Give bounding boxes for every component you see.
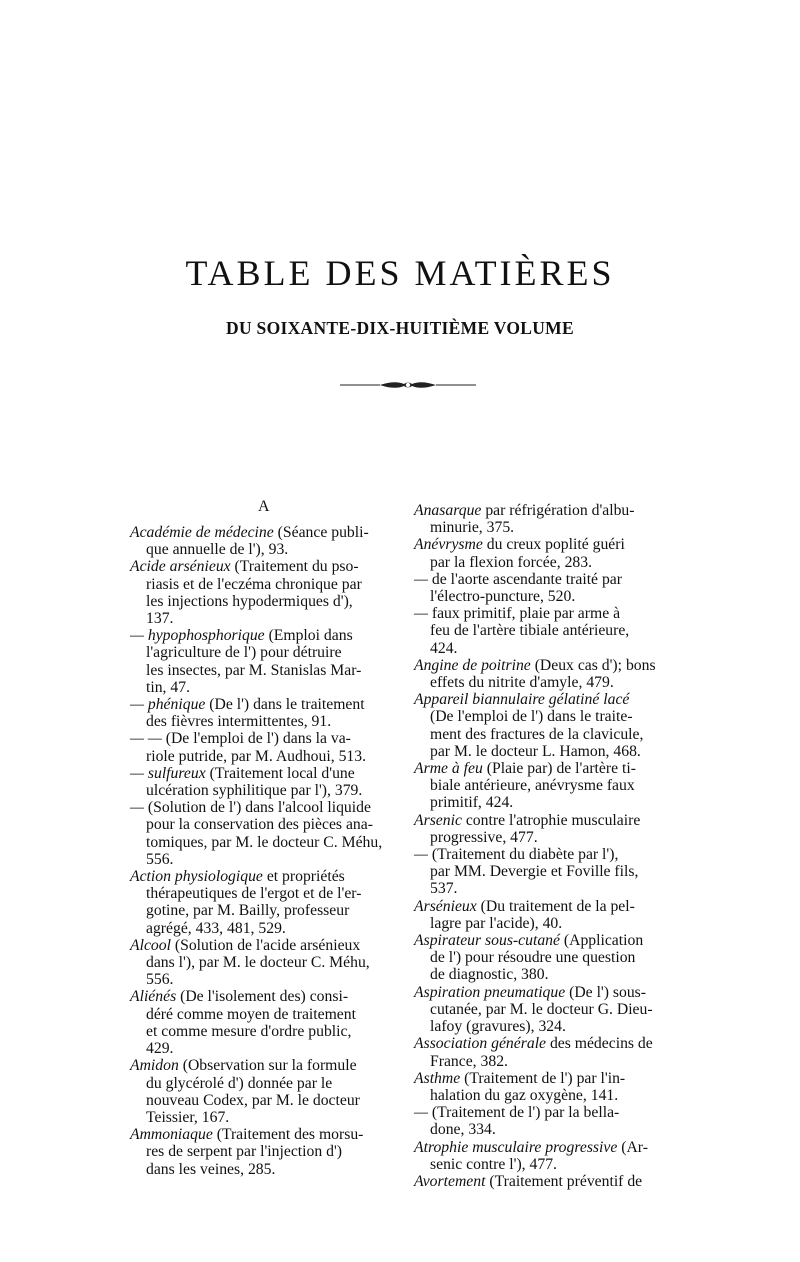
index-entry-line: et comme mesure d'ordre public, [146, 1022, 352, 1040]
index-entry-heading: Anévrysme [414, 536, 483, 554]
index-entry-line: done, 334. [430, 1121, 496, 1139]
index-entry [130, 1057, 394, 1126]
index-entry [130, 937, 394, 989]
index-entry-text: par réfrigération d'albu- [481, 502, 635, 519]
index-entry-text: (Traitement de l') par l'in- [460, 1069, 626, 1087]
index-entry [414, 571, 678, 605]
index-entry-heading: — [414, 570, 428, 588]
index-entry-line [130, 558, 394, 575]
index-entry-line: par M. le docteur L. Hamon, 468. [430, 742, 641, 760]
index-entry-line: primitif, 424. [430, 794, 514, 812]
index-entry-heading: — [414, 1104, 428, 1122]
index-entry [130, 627, 394, 696]
index-entry-text: (Plaie par) de l'artère ti- [482, 760, 636, 778]
index-entry-text: contre l'atrophie musculaire [461, 811, 641, 829]
index-entry-line: senic contre l'), 477. [430, 1155, 557, 1173]
index-entry-line: tomiques, par M. le docteur C. Méhu, [146, 833, 383, 851]
index-entry-text: (Séance publi- [273, 524, 369, 541]
index-entry-line [414, 1035, 678, 1052]
index-entry-line: halation du gaz oxygène, 141. [430, 1086, 619, 1104]
index-entry-line: 556. [146, 971, 174, 989]
index-entry-line: progressive, 477. [430, 828, 538, 846]
index-entry-text: (De l'emploi de l') dans la va- [161, 730, 351, 748]
index-entry-line: biale antérieure, anévrysme faux [430, 777, 635, 795]
index-entry-line [130, 937, 394, 954]
index-entry-heading: Association générale [414, 1035, 547, 1053]
index-entry-line [130, 799, 394, 816]
index-entry-text: (De l') dans le traitement [205, 696, 365, 714]
index-entry-text: (Traitement local d'une [205, 764, 355, 782]
index-entry [130, 696, 394, 730]
index-entry-line: ment des fractures de la clavicule, [430, 725, 644, 743]
index-entry-line [414, 760, 678, 777]
index-entry [414, 932, 678, 984]
index-entry-line: de l') pour résoudre une question [430, 949, 636, 967]
index-entry-line [130, 627, 394, 644]
index-entry [414, 1173, 678, 1190]
index-entry-heading: Alcool [130, 936, 171, 954]
index-entry-line [414, 1070, 678, 1087]
index-entry-heading: Aspiration pneumatique [414, 983, 566, 1001]
index-entry [414, 536, 678, 570]
index-entry-line [130, 988, 394, 1005]
index-entry-heading: Angine de poitrine [414, 656, 531, 674]
index-entry-line: effets du nitrite d'amyle, 479. [430, 674, 614, 692]
index-entry-text: (Observation sur la formule [178, 1057, 357, 1075]
index-column-left [130, 524, 394, 1178]
index-entry-heading: Anasarque [414, 502, 482, 519]
index-entry-line: par MM. Devergie et Foville fils, [430, 863, 639, 881]
index-entry [414, 1070, 678, 1104]
index-entry [130, 799, 394, 868]
index-entry-line: lafoy (gravures), 324. [430, 1018, 566, 1036]
index-entry-text: (Traitement de l') par la bella- [427, 1104, 620, 1122]
index-entry-text: (Traitement préventif de [485, 1172, 643, 1190]
index-entry-line: Teissier, 167. [146, 1108, 230, 1126]
index-entry-line [414, 1104, 678, 1121]
index-entry-line [130, 1057, 394, 1074]
index-entry-heading: Arsénieux [414, 897, 477, 915]
index-entry-text: (Emploi dans [264, 627, 353, 645]
index-entry-line: du glycérolé d') donnée par le [146, 1074, 333, 1092]
index-entry-heading: Atrophie musculaire progressive [414, 1138, 618, 1156]
index-entry-heading: — [414, 605, 428, 623]
index-entry-line: tin, 47. [146, 678, 191, 696]
index-entry [130, 524, 394, 558]
index-entry-heading: Aliénés [130, 988, 177, 1006]
index-entry-text: du creux poplité guéri [482, 536, 625, 554]
index-entry-line [414, 657, 678, 674]
index-entry-heading: Avortement [414, 1172, 486, 1190]
index-entry-line [130, 524, 394, 541]
index-entry-text: (Traitement du diabète par l'), [427, 846, 619, 864]
index-entry-heading: Arme à feu [414, 760, 483, 778]
index-entry-line: res de serpent par l'injection d') [146, 1143, 343, 1161]
index-entry-heading: — phénique [130, 696, 206, 714]
index-entry [130, 868, 394, 937]
index-entry-line: cutanée, par M. le docteur G. Dieu- [430, 1000, 653, 1018]
index-entry-line [414, 846, 678, 863]
index-entry-text: (Du traitement de la pel- [476, 897, 635, 915]
index-entry-heading: Ammoniaque [130, 1126, 213, 1144]
index-entry-line: gotine, par M. Bailly, professeur [146, 902, 350, 920]
index-entry-heading: — [414, 846, 428, 864]
index-entry [130, 988, 394, 1057]
index-entry-line: thérapeutiques de l'ergot et de l'er- [146, 885, 362, 903]
index-entry-line: 424. [430, 639, 458, 657]
index-entry [414, 984, 678, 1036]
section-letter: A [258, 498, 270, 515]
index-entry-text: (Traitement des morsu- [212, 1126, 364, 1144]
index-entry-line: lagre par l'acide), 40. [430, 914, 563, 932]
index-entry [414, 1139, 678, 1173]
index-entry [414, 691, 678, 760]
index-entry-line: des fièvres intermittentes, 91. [146, 713, 332, 731]
index-entry-line: ulcération syphilitique par l'), 379. [146, 782, 363, 800]
index-entry-text: (Ar- [617, 1138, 648, 1156]
index-entry-line: que annuelle de l'), 93. [146, 541, 289, 559]
index-entry [414, 898, 678, 932]
index-entry-line: les insectes, par M. Stanislas Mar- [146, 661, 362, 679]
index-entry-line [414, 898, 678, 915]
index-entry-text: des médecins de [546, 1035, 653, 1053]
index-column-right [414, 502, 678, 1190]
index-entry-line [414, 1173, 678, 1190]
index-entry [414, 657, 678, 691]
index-entry-heading: Asthme [414, 1069, 461, 1087]
index-entry-line [414, 1139, 678, 1156]
index-entry-line [130, 1126, 394, 1143]
index-entry-text: (Deux cas d'); bons [530, 656, 656, 674]
index-entry-line: dans l'), par M. le docteur C. Méhu, [146, 954, 370, 972]
index-entry-heading: Appareil biannulaire gélatiné lacé [414, 691, 630, 709]
index-entry-text: (Traitement du pso- [230, 558, 359, 576]
index-entry-line: riole putride, par M. Audhoui, 513. [146, 747, 367, 765]
index-entry [414, 846, 678, 898]
index-entry-line: l'agriculture de l') pour détruire [146, 644, 342, 662]
index-entry-line: par la flexion forcée, 283. [430, 553, 593, 571]
index-entry-line [414, 812, 678, 829]
index-entry-line [130, 765, 394, 782]
index-entry-line: les injections hypodermiques d'), [146, 592, 353, 610]
index-entry [130, 1126, 394, 1178]
index-entry-heading: Arsenic [414, 811, 462, 829]
index-entry-line [414, 502, 678, 519]
index-entry-line: 556. [146, 850, 174, 868]
index-entry-heading: — sulfureux [130, 764, 206, 782]
index-entry-heading: Acide arsénieux [130, 558, 231, 576]
ornament-divider-icon [340, 378, 476, 392]
index-entry [414, 760, 678, 812]
index-entry-line [414, 691, 678, 708]
index-entry-heading: Amidon [130, 1057, 179, 1075]
index-entry [414, 502, 678, 536]
index-entry-line [414, 984, 678, 1001]
index-entry-line: 537. [430, 880, 458, 898]
index-entry [414, 812, 678, 846]
index-entry-line: riasis et de l'eczéma chronique par [146, 575, 362, 593]
index-entry-line: de diagnostic, 380. [430, 966, 549, 984]
index-entry-line: minurie, 375. [430, 519, 515, 537]
index-entry-heading: Aspirateur sous-cutané [414, 932, 560, 950]
index-entry-line [414, 605, 678, 622]
index-entry-line: déré comme moyen de traitement [146, 1005, 356, 1023]
index-entry-line: nouveau Codex, par M. le docteur [146, 1091, 360, 1109]
index-entry [414, 1104, 678, 1138]
index-entry-line: feu de l'artère tibiale antérieure, [430, 622, 630, 640]
index-entry [414, 1035, 678, 1069]
page-title: TABLE DES MATIÈRES [185, 253, 615, 293]
index-entry [414, 605, 678, 657]
index-entry-line [414, 571, 678, 588]
index-entry-heading: Action physiologique [130, 868, 263, 886]
index-entry [130, 765, 394, 799]
index-entry-line: pour la conservation des pièces ana- [146, 816, 373, 834]
index-entry-line: agrégé, 433, 481, 529. [146, 919, 286, 937]
index-entry-text: (Solution de l'acide arsénieux [170, 936, 361, 954]
index-entry-heading: Académie de médecine [130, 524, 274, 541]
index-entry-heading: — hypophosphorique [130, 627, 265, 645]
index-entry-text: (Application [559, 932, 644, 950]
index-entry-text: (De l') sous- [565, 983, 647, 1001]
index-entry-line [414, 932, 678, 949]
index-entry-text: (De l'isolement des) consi- [176, 988, 349, 1006]
index-entry-line [130, 730, 394, 747]
index-entry-line: 137. [146, 610, 174, 628]
index-entry-heading: — [130, 799, 144, 817]
index-entry [130, 730, 394, 764]
index-entry-heading: — — [130, 730, 162, 748]
index-entry-line [130, 696, 394, 713]
index-entry-text: (Solution de l') dans l'alcool liquide [143, 799, 371, 817]
index-entry-line [414, 536, 678, 553]
index-entry-line: dans les veines, 285. [146, 1160, 276, 1178]
page-subtitle: DU SOIXANTE-DIX-HUITIÈME VOLUME [226, 318, 574, 338]
index-entry-text: et propriétés [262, 868, 345, 886]
index-entry [130, 558, 394, 627]
index-entry-text: faux primitif, plaie par arme à [427, 605, 621, 623]
index-entry-line: (De l'emploi de l') dans le traite- [430, 708, 633, 726]
index-entry-text: de l'aorte ascendante traité par [427, 570, 622, 588]
index-entry-line: 429. [146, 1040, 174, 1058]
index-entry-line: France, 382. [430, 1052, 508, 1070]
index-entry-line: l'électro-puncture, 520. [430, 588, 576, 606]
index-entry-line [130, 868, 394, 885]
